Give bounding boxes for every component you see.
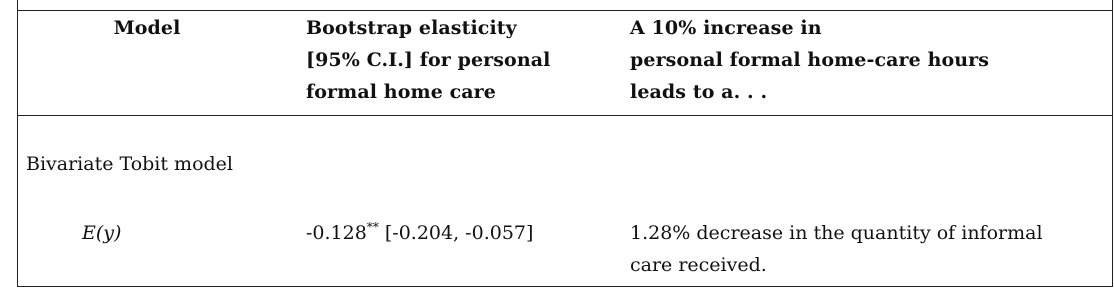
header-elasticity-line2: [95% C.I.] for personal (306, 49, 551, 71)
elasticity-value: -0.128 (306, 222, 367, 244)
header-elasticity-line1: Bootstrap elasticity (306, 17, 517, 39)
header-effect-line1: A 10% increase in (630, 17, 822, 39)
row-model-expected-y: E(y) (82, 222, 122, 244)
row-effect-line2: care received. (630, 254, 767, 276)
significance-stars: ** (366, 220, 379, 234)
header-effect-line3: leads to a. . . (630, 81, 768, 103)
section-label: Bivariate Tobit model (26, 153, 233, 175)
header-model: Model (113, 17, 181, 39)
row-effect-line1: 1.28% decrease in the quantity of informal (630, 222, 1043, 244)
top-rule (18, 10, 1112, 11)
header-rule (18, 115, 1112, 116)
row-elasticity (306, 219, 533, 248)
results-table (17, 0, 1113, 287)
confidence-interval: [-0.204, -0.057] (384, 222, 534, 244)
header-elasticity-line3: formal home care (306, 81, 496, 103)
header-effect-line2: personal formal home-care hours (630, 49, 990, 71)
